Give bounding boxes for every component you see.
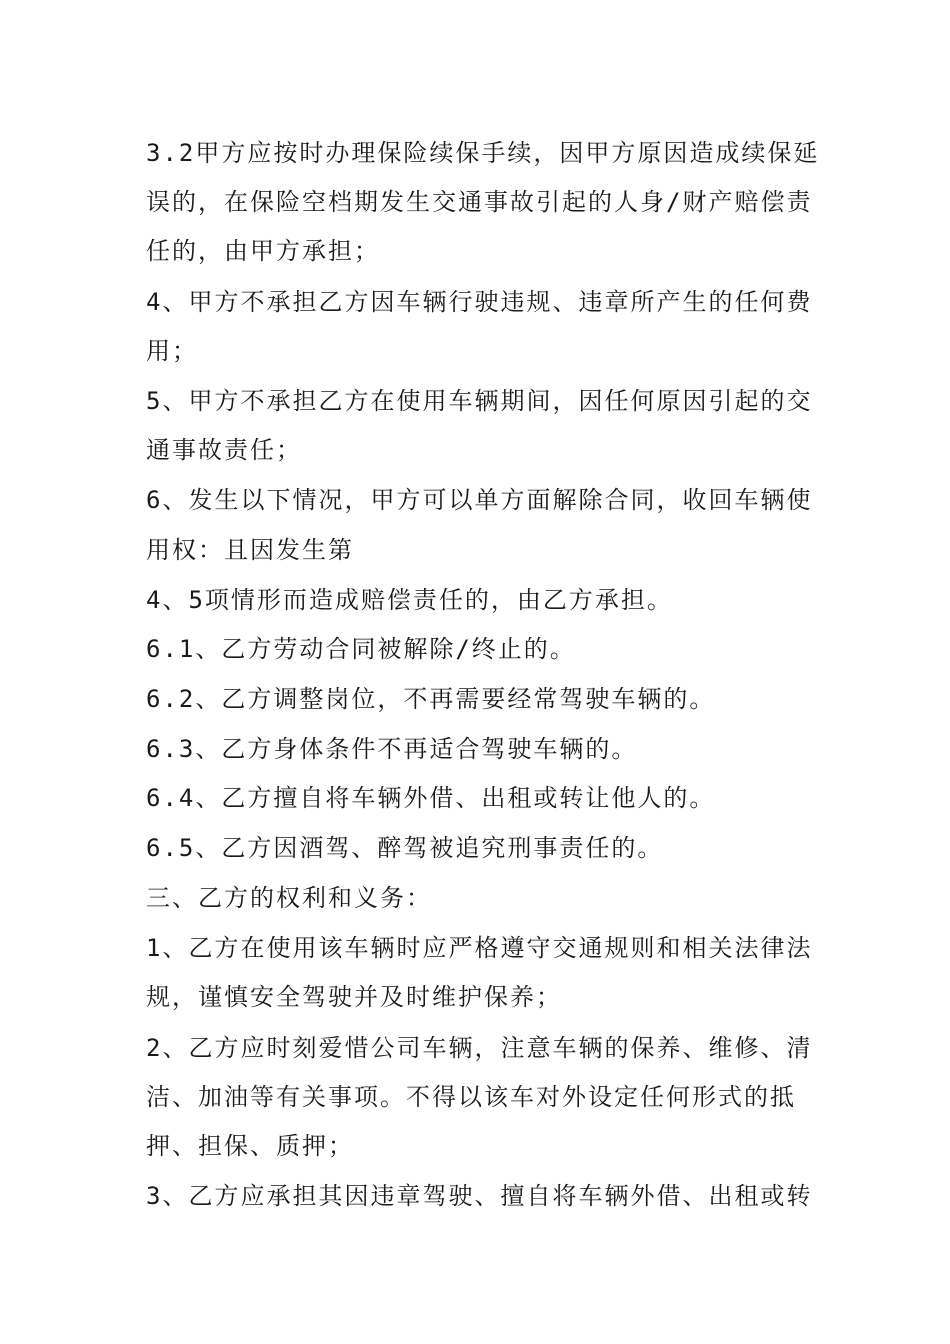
- text-line: 4、甲方不承担乙方因车辆行驶违规、违章所产生的任何费: [146, 288, 813, 316]
- text-line: 6.5、乙方因酒驾、醉驾被追究刑事责任的。: [146, 834, 664, 862]
- text-line: 误的，在保险空档期发生交通事故引起的人身/财产赔偿责: [146, 188, 813, 216]
- text-line: 2、乙方应时刻爱惜公司车辆，注意车辆的保养、维修、清: [146, 1034, 813, 1062]
- text-line: 3、乙方应承担其因违章驾驶、擅自将车辆外借、出租或转: [146, 1182, 813, 1210]
- text-line: 押、担保、质押；: [146, 1132, 354, 1160]
- text-line: 4、5项情形而造成赔偿责任的，由乙方承担。: [146, 586, 673, 614]
- text-line: 5、甲方不承担乙方在使用车辆期间，因任何原因引起的交: [146, 387, 813, 415]
- text-line: 6、发生以下情况，甲方可以单方面解除合同，收回车辆使: [146, 486, 813, 514]
- text-line: 6.4、乙方擅自将车辆外借、出租或转让他人的。: [146, 784, 716, 812]
- text-line: 6.1、乙方劳动合同被解除/终止的。: [146, 635, 576, 663]
- text-line: 用权：且因发生第: [146, 536, 354, 564]
- text-line: 用；: [146, 337, 198, 365]
- text-line: 任的，由甲方承担；: [146, 237, 380, 265]
- text-line: 规，谨慎安全驾驶并及时维护保养；: [146, 983, 562, 1011]
- text-line: 洁、加油等有关事项。不得以该车对外设定任何形式的抵: [146, 1083, 796, 1111]
- text-line: 通事故责任；: [146, 436, 302, 464]
- text-line: 6.3、乙方身体条件不再适合驾驶车辆的。: [146, 735, 638, 763]
- text-line: 3.2甲方应按时办理保险续保手续，因甲方原因造成续保延: [146, 139, 820, 167]
- text-line: 6.2、乙方调整岗位，不再需要经常驾驶车辆的。: [146, 685, 716, 713]
- text-line: 1、乙方在使用该车辆时应严格遵守交通规则和相关法律法: [146, 934, 813, 962]
- section-heading: 三、乙方的权利和义务：: [146, 884, 432, 912]
